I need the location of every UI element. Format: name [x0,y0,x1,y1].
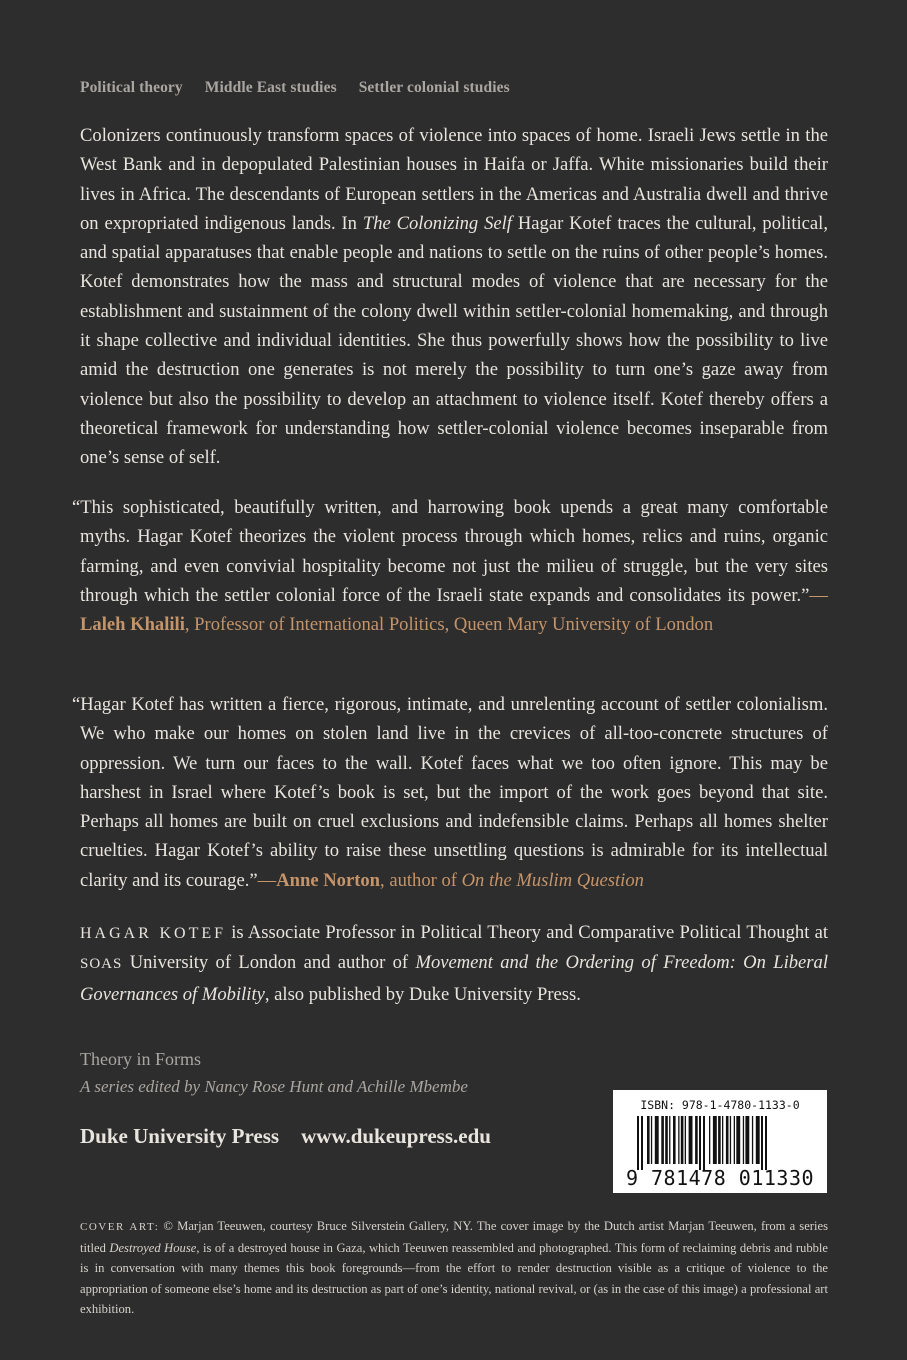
bio-text-continued: University of London and author of [122,952,416,974]
barcode-bar [752,1116,753,1164]
isbn-barcode [613,1090,827,1193]
quote-affiliation: , author of [380,869,462,891]
barcode-bar [678,1116,679,1164]
subject-categories [80,79,528,97]
book-title: The Colonizing Self [362,212,512,234]
series-name: Theory in Forms [80,1049,201,1069]
bio-institution-acronym: SOAS [80,956,123,973]
barcode-bar [673,1116,676,1164]
barcode-bar [743,1116,744,1164]
cover-art-credit [80,1216,828,1320]
description-text: Colonizers continuously transform spaces of violence into spaces of home. Israeli Jews settle in the West Bank and in depopulated Palestinian houses in Haifa or Jaffa. White missionaries build their lives in Africa. The descendants of European settlers in the Americas and Australia dwell and thrive on expropriated indigenous lands. In [80,125,828,234]
bio-text: is Associate Professor in Political Theory and Comparative Political Thought at [226,922,828,943]
barcode-bar [718,1116,721,1164]
barcode-bar [689,1116,693,1164]
category-settler-colonial-studies: Settler colonial studies [358,79,510,96]
category-middle-east-studies: Middle East studies [204,79,337,96]
barcode-bar [736,1116,740,1164]
barcode-bar [713,1116,717,1164]
category-political-theory: Political theory [80,79,183,96]
cover-art-series-title: Destroyed House [109,1240,197,1255]
book-description [80,121,828,473]
publisher-info [80,1124,491,1149]
cover-art-label: COVER ART: [80,1221,160,1233]
barcode-bar [647,1116,650,1164]
publisher-name: Duke University Press [80,1124,280,1148]
endorsement-norton [72,690,828,895]
barcode-bar [651,1116,652,1164]
cover-art-text-continued: , is of a destroyed house in Gaza, which Teeuwen reassembled and photographed. This form of reclaiming debris and rubble is in conversation with many themes this book foregrounds—from the effort to render destruction visible as a critique of violence to the appropriation of someone else’s home and its destruction as part of one’s identity, national revival, or (as in the case of this image) a professional art exhibition. [80,1240,829,1317]
barcode-bar [665,1116,668,1164]
quote-text: “Hagar Kotef has written a fierce, rigorous, intimate, and unrelenting account of settler colonialism. We who make our homes on stolen land live in the crevices of all-too-concrete structures of oppression. We turn our faces to the wall. Kotef faces what we too often ignore. This may be harshest in Israel where Kotef’s book is set, but the import of the work goes beyond that site. Perhaps all homes are built on cruel exclusions and indefensible claims. Perhaps all homes shelter cruelties. Hagar Kotef’s ability to raise these unsettling questions is admirable for its intellectual clarity and its courage.” [72,694,828,891]
barcode-bar [695,1116,698,1164]
author-bio [80,918,828,1009]
endorsement-khalili [72,493,828,639]
barcode-guard-bar [641,1116,643,1170]
barcode-guard-bar [703,1116,705,1170]
barcode-bar [730,1116,731,1164]
description-text-continued: Hagar Kotef traces the cultural, political, and spatial apparatuses that enable people and nations to settle on the ruins of other people’s homes. Kotef demonstrates how the mass and structural modes of violence that are necessary for the establishment and sustainment of the colony dwell within settler-colonial homemaking, and through it shape collective and individual identities. She thus powerfully shows how the possibility to live amid the destruction one generates is not merely the possibility to turn one’s gaze away from violence but also the possibility to develop an attachment to violence itself. Kotef thereby offers a theoretical framework for understanding how settler-colonial violence becomes inseparable from one’s sense of self. [80,212,828,469]
author-name: HAGAR KOTEF [80,925,227,942]
barcode-bar [734,1116,735,1164]
barcode-guard-bar [699,1116,701,1170]
quote-dash: — [809,584,828,606]
cover-art-text: © Marjan Teeuwen, courtesy Bruce Silverstein Gallery, NY. The cover image by the Dutch artist Marjan Teeuwen, from a series titled [80,1219,828,1255]
publisher-url[interactable]: www.dukeupress.edu [301,1124,491,1148]
barcode-bar [661,1116,664,1164]
barcode-bar [709,1116,710,1164]
barcode-bar [685,1116,686,1164]
barcode-bar [722,1116,723,1164]
barcode-guard-bar [761,1116,763,1170]
bio-book-title: Movement and the Ordering of Freedom: On Liberal Governances of Mobility [80,952,828,1005]
series-info [80,1045,468,1101]
barcode-bar [756,1116,760,1164]
barcode-bar [681,1116,684,1164]
bio-text-end: , also published by Duke University Press. [264,983,581,1005]
quote-author: Anne Norton [276,869,381,891]
barcode-guard-bar [637,1116,639,1170]
barcode-bar [745,1116,749,1164]
ean-digits: 9 781478 011330 [625,1166,815,1190]
quote-text: “This sophisticated, beautifully written, and harrowing book upends a great many comfortable myths. Hagar Kotef theorizes the violent process through which homes, relics and ruins, organic farming, and even convivial hospitality become not just the milieu of struggle, but the very sites through which the settler colonial force of the Israeli state expands and consolidates its power.” [72,497,828,606]
quote-affiliation: , Professor of International Politics, Queen Mary University of London [184,614,714,636]
quote-dash: — [257,869,277,891]
barcode-guard-bar [765,1116,767,1170]
quote-affiliation-title: On the Muslim Question [461,869,644,891]
barcode-bar [726,1116,729,1164]
series-editors: A series edited by Nancy Rose Hunt and Achille Mbembe [80,1077,468,1096]
barcode-bar [655,1116,659,1164]
isbn-label: ISBN: 978-1-4780-1133-0 [640,1098,800,1112]
barcode-bar [669,1116,670,1164]
quote-author: Laleh Khalili [80,614,185,636]
